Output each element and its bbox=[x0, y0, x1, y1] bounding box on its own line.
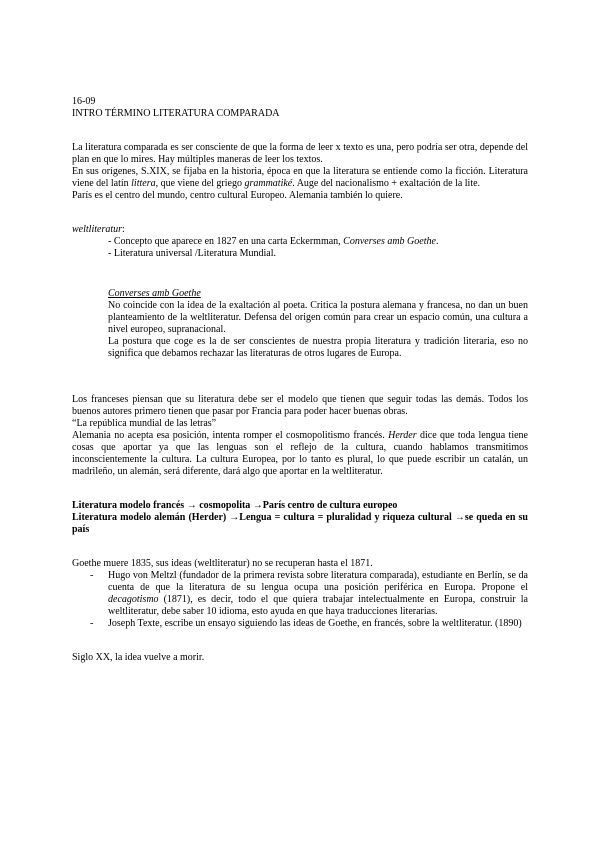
italic-term: Herder bbox=[388, 430, 417, 441]
converses-block bbox=[108, 288, 528, 360]
text-run: , que viene del griego bbox=[155, 178, 245, 189]
italic-term: decagotismo bbox=[108, 594, 159, 605]
dash-bullet: - bbox=[90, 618, 94, 629]
text-run: - Concepto que aparece en 1827 en una carta Eckermman, bbox=[108, 236, 344, 247]
italic-term: Converses amb Goethe bbox=[343, 236, 436, 247]
closing-line: Siglo XX, la idea vuelve a morir. bbox=[72, 652, 205, 663]
model-line-french: Literatura modelo francés → cosmopolita →París centro de cultura europeo bbox=[72, 500, 398, 511]
text-run: dice que toda lengua tiene cosas que aportar ya que las lenguas son el reflejo de la cultura, cuando hablamos transmitimos inconscientemente la cultura. La cultura Europea, por lo tanto es plural, lo que puede escribir un catalán, un madrileño, un alemán, será diferente, dará algo que aportar en la weltliteratur. bbox=[72, 430, 528, 477]
intro-paragraph-2 bbox=[72, 166, 528, 190]
text-run: . bbox=[435, 236, 439, 247]
dash-bullet: - bbox=[90, 570, 94, 581]
spacer bbox=[72, 120, 528, 142]
italic-term: weltliteratur bbox=[72, 224, 122, 235]
italic-term: Converses amb Goethe bbox=[108, 288, 201, 299]
french-paragraph-2 bbox=[72, 430, 528, 478]
text-run: . Auge del nacionalismo + exaltación de la lite. bbox=[292, 178, 481, 189]
text-run: : bbox=[122, 224, 125, 235]
list-item bbox=[108, 236, 528, 248]
converses-paragraph-1: No coincide con la idea de la exaltación al poeta. Critica la postura alemana y francesa, no dan un buen planteamiento de la weltliteratur. Defensa del origen común para crear un espacio común, una cultura a nivel europeo, supranacional. bbox=[108, 300, 528, 335]
list-item bbox=[72, 570, 528, 618]
italic-term: littera bbox=[131, 178, 156, 189]
text-run: (1871), es decir, todo el que quiera trabajar intelectualmente en Europa, construir la weltliteratur, debe saber 10 idioma, esto ayuda en que haya traducciones literarias. bbox=[108, 594, 528, 617]
text-run: En sus orígenes, S.XIX, se fijaba en la historia, época en que la literatura se entiende como la ficción. Literatura viene del latín bbox=[72, 166, 528, 189]
list-item bbox=[72, 618, 528, 630]
spacer bbox=[72, 478, 528, 500]
document-title: INTRO TÉRMINO LITERATURA COMPARADA bbox=[72, 108, 280, 119]
intro-paragraph-1: La literatura comparada es ser consciente de que la forma de leer x texto es una, pero podría ser otra, depende del plan en que lo mires. Hay múltiples maneras de leer los textos. bbox=[72, 142, 528, 165]
spacer bbox=[72, 202, 528, 224]
quote-line: “La república mundial de las letras” bbox=[72, 418, 217, 429]
model-line-german: Literatura modelo alemán (Herder) →Lengua = cultura = pluralidad y riqueza cultural →se queda en su país bbox=[72, 512, 528, 535]
spacer bbox=[72, 536, 528, 558]
spacer bbox=[72, 630, 528, 652]
date-line: 16-09 bbox=[72, 96, 96, 107]
weltliteratur-term bbox=[72, 224, 528, 236]
goethe-list bbox=[72, 570, 528, 630]
list-item: - Literatura universal /Literatura Mundial. bbox=[108, 248, 276, 259]
spacer bbox=[72, 260, 528, 288]
french-paragraph-1: Los franceses piensan que su literatura debe ser el modelo que tienen que seguir todas las demás. Todos los buenos autores primero tienen que pasar por Francia para poder hacer buenas obras. bbox=[72, 394, 528, 417]
intro-paragraph-3: París es el centro del mundo, centro cultural Europeo. Alemania también lo quiere. bbox=[72, 190, 403, 201]
spacer bbox=[72, 360, 528, 394]
text-run: Alemania no acepta esa posición, intenta romper el cosmopolitismo francés. bbox=[72, 430, 389, 441]
text-run: Hugo von Meltzl (fundador de la primera revista sobre literatura comparada), estudiante en Berlín, se da cuenta de que la literatura de su lengua ocupa una posición periférica en Europa. Propone el bbox=[108, 570, 528, 593]
weltliteratur-list bbox=[108, 236, 528, 260]
italic-term: grammatiké bbox=[244, 178, 293, 189]
goethe-intro: Goethe muere 1835, sus ideas (weltliteratur) no se recuperan hasta el 1871. bbox=[72, 558, 373, 569]
text-run: Joseph Texte, escribe un ensayo siguiendo las ideas de Goethe, en francés, sobre la weltliteratur. (1890) bbox=[108, 618, 522, 629]
converses-paragraph-2: La postura que coge es la de ser conscientes de nuestra propia literatura y tradición literaria, eso no significa que debamos rechazar las literaturas de otros lugares de Europa. bbox=[108, 336, 528, 359]
section-heading bbox=[108, 288, 528, 300]
